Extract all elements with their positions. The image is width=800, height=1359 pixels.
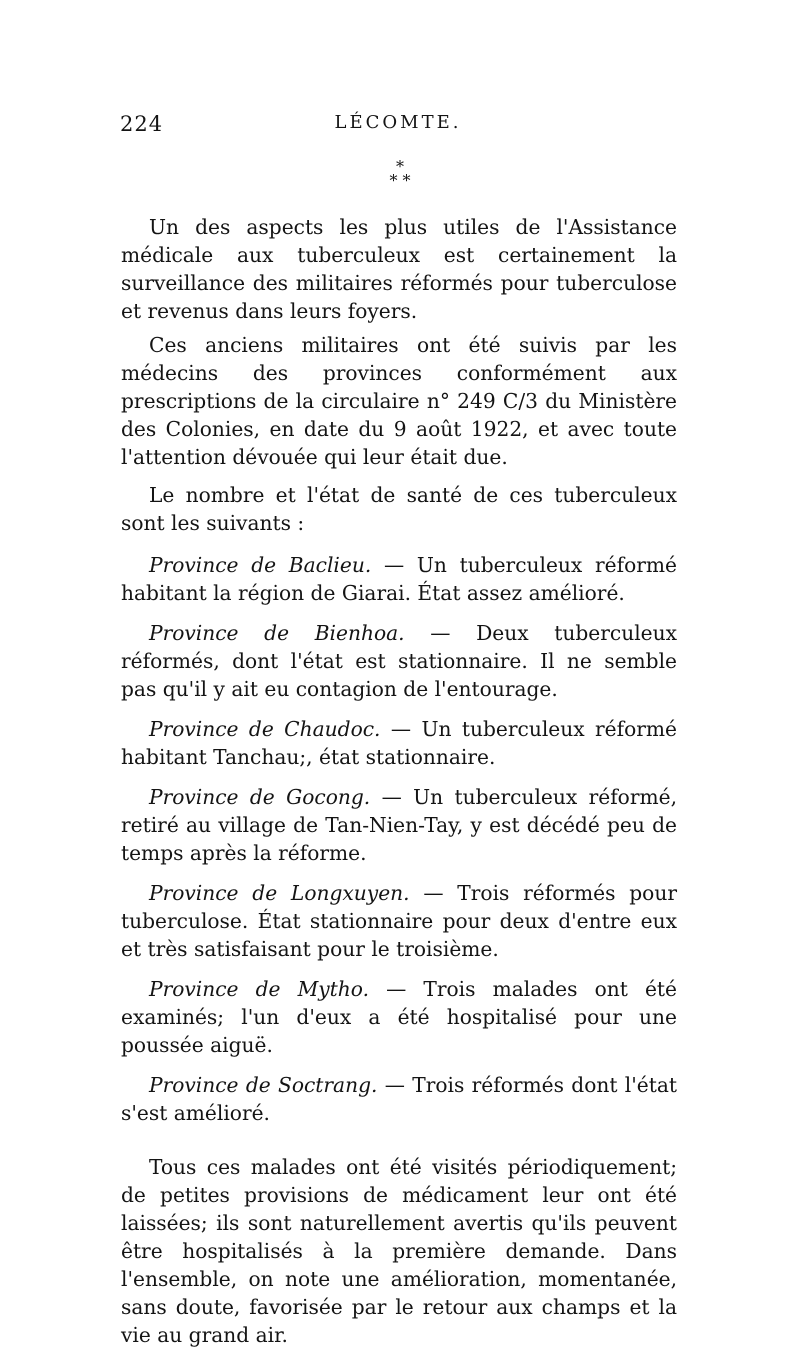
province-text: — Trois réformés pour tuberculose. État stationnaire pour deux d'entre eux et très satisfaisant pour le troisième. — [121, 881, 677, 961]
province-entry-mytho — [121, 975, 677, 1059]
paragraph-intro: Un des aspects les plus utiles de l'Assistance médicale aux tuberculeux est certainement la surveillance des militaires réformés pour tuberculose et revenus dans leurs foyers. — [121, 215, 677, 323]
asterism-separator — [0, 157, 800, 200]
asterism-bottom: * * — [389, 171, 411, 190]
province-entry-longxuyen — [121, 879, 677, 963]
province-entry-bienhoa — [121, 619, 677, 703]
province-name: Province de Longxuyen. — [149, 881, 410, 905]
province-entry-chaudoc — [121, 715, 677, 771]
province-text: — Trois malades ont été examinés; l'un d'eux a été hospitalisé pour une poussée aiguë. — [121, 977, 677, 1057]
page-number: 224 — [120, 112, 164, 136]
province-text: — Un tuberculeux réformé habitant Tanchau;, état stationnaire. — [121, 717, 677, 769]
paragraph-veterans: Ces anciens militaires ont été suivis par les médecins des provinces conformément aux prescriptions de la circulaire n° 249 C/3 du Ministère des Colonies, en date du 9 août 1922, et avec toute l'attention dévouée qui leur était due. — [121, 333, 677, 469]
province-name: Province de Soctrang. — [149, 1073, 378, 1097]
province-name: Province de Chaudoc. — [149, 717, 381, 741]
province-entry-gocong — [121, 783, 677, 867]
province-entry-soctrang — [121, 1071, 677, 1127]
paragraph-lead-in: Le nombre et l'état de santé de ces tuberculeux sont les suivants : — [121, 483, 677, 535]
province-name: Province de Bienhoa. — [149, 621, 405, 645]
body-text — [121, 213, 677, 1359]
paragraph-closing: Tous ces malades ont été visités périodiquement; de petites provisions de médicament leur ont été laissées; ils sont naturellement avertis qu'ils peuvent être hospitalisés à la première demande. Dans l'ensemble, on note une amélioration, momentanée, sans doute, favorisée par le retour aux champs et la vie au grand air. — [121, 1155, 677, 1347]
page-header — [120, 112, 676, 142]
province-text: — Un tuberculeux réformé, retiré au village de Tan-Nien-Tay, y est décédé peu de temps après la réforme. — [121, 785, 677, 865]
province-entry-baclieu — [121, 551, 677, 607]
province-text: — Un tuberculeux réformé habitant la région de Giarai. État assez amélioré. — [121, 553, 677, 605]
asterism-top: * — [396, 157, 404, 176]
province-name: Province de Baclieu. — [149, 553, 372, 577]
province-name: Province de Gocong. — [149, 785, 371, 809]
running-head: LÉCOMTE. — [334, 112, 462, 133]
province-text: — Deux tuberculeux réformés, dont l'état est stationnaire. Il ne semble pas qu'il y ait eu contagion de l'entourage. — [121, 621, 677, 701]
province-name: Province de Mytho. — [149, 977, 369, 1001]
province-text: — Trois réformés dont l'état s'est amélioré. — [121, 1073, 677, 1125]
